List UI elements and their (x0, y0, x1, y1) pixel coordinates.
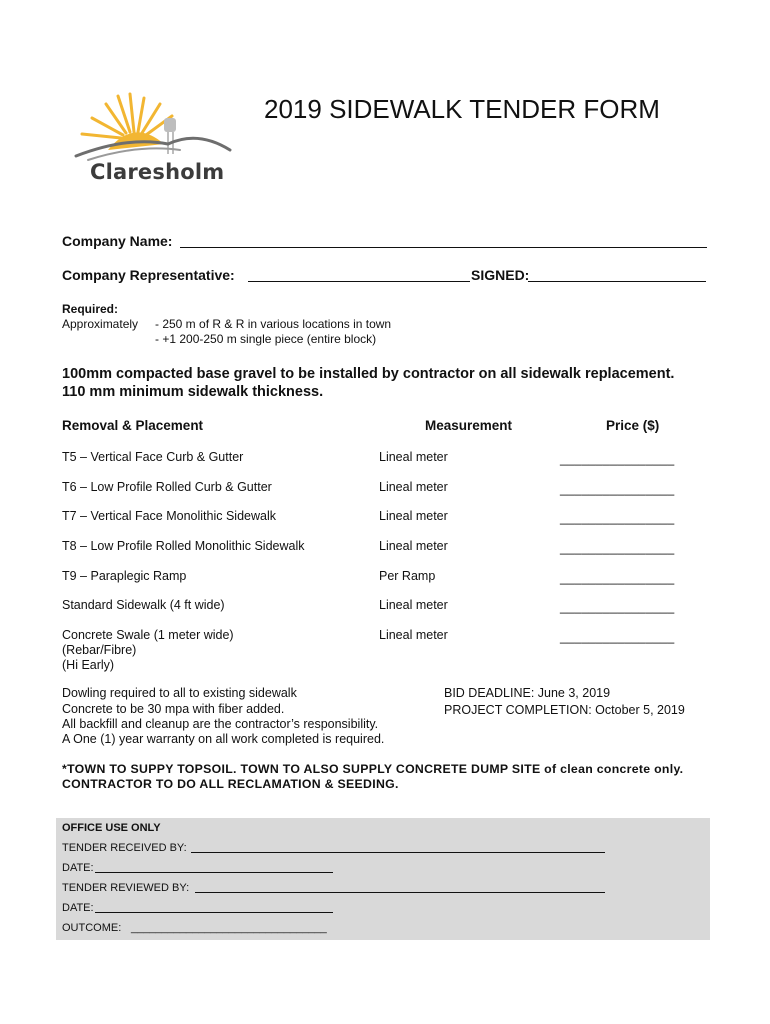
price-field[interactable]: ________________ (560, 630, 675, 644)
column-header-item: Removal & Placement (62, 418, 204, 433)
date-label: DATE: (62, 902, 94, 914)
column-header-price: Price ($) (606, 418, 660, 433)
office-use-panel (56, 818, 710, 940)
tender-reviewed-field[interactable] (195, 882, 605, 893)
table-row-measurement: Lineal meter (379, 450, 448, 464)
swale-note: (Rebar/Fibre) (62, 643, 137, 657)
tender-reviewed-label: TENDER REVIEWED BY: (62, 882, 190, 894)
table-row-item: T8 – Low Profile Rolled Monolithic Sidewalk (62, 539, 305, 553)
table-row-item: T9 – Paraplegic Ramp (62, 569, 187, 583)
date-field[interactable] (95, 902, 333, 913)
signed-label: SIGNED: (471, 267, 530, 283)
company-name-label: Company Name: (62, 233, 173, 249)
company-representative-field[interactable] (248, 267, 470, 282)
town-notice-line: CONTRACTOR TO DO ALL RECLAMATION & SEEDING. (62, 777, 399, 791)
table-row-item: Concrete Swale (1 meter wide) (62, 628, 234, 642)
table-row-measurement: Lineal meter (379, 539, 448, 553)
price-field[interactable]: ________________ (560, 571, 675, 585)
note-line: A One (1) year warranty on all work completed is required. (62, 732, 385, 746)
signature-field[interactable] (528, 267, 706, 282)
company-name-field[interactable] (180, 233, 707, 248)
company-representative-label: Company Representative: (62, 267, 235, 283)
logo-wordmark: Claresholm (90, 160, 225, 184)
table-row-item: T7 – Vertical Face Monolithic Sidewalk (62, 509, 276, 523)
required-line: - +1 200-250 m single piece (entire block) (155, 332, 377, 346)
price-field[interactable]: ________________ (560, 452, 675, 466)
tender-received-field[interactable] (191, 842, 605, 853)
required-line: - 250 m of R & R in various locations in town (155, 317, 392, 331)
table-row-measurement: Per Ramp (379, 569, 436, 583)
outcome-field[interactable]: ________________________________ (131, 922, 327, 934)
tender-received-label: TENDER RECEIVED BY: (62, 842, 187, 854)
note-line: Concrete to be 30 mpa with fiber added. (62, 702, 285, 716)
gravel-notice: 100mm compacted base gravel to be installed by contractor on all sidewalk replacement. (62, 366, 675, 382)
note-line: All backfill and cleanup are the contractor’s responsibility. (62, 717, 379, 731)
thickness-notice: 110 mm minimum sidewalk thickness. (62, 384, 324, 400)
price-field[interactable]: ________________ (560, 600, 675, 614)
office-use-title: OFFICE USE ONLY (62, 822, 161, 834)
town-notice-line: *TOWN TO SUPPY TOPSOIL. TOWN TO ALSO SUPPLY CONCRETE DUMP SITE of clean concrete only. (62, 762, 684, 776)
table-row-measurement: Lineal meter (379, 628, 448, 642)
project-completion: PROJECT COMPLETION: October 5, 2019 (444, 703, 685, 717)
page-title: 2019 SIDEWALK TENDER FORM (264, 94, 660, 124)
table-row-measurement: Lineal meter (379, 509, 448, 523)
outcome-label: OUTCOME: (62, 922, 122, 934)
swale-note: (Hi Early) (62, 658, 115, 672)
approximately-label: Approximately (62, 317, 139, 331)
price-field[interactable]: ________________ (560, 482, 675, 496)
price-field[interactable]: ________________ (560, 541, 675, 555)
note-line: Dowling required to all to existing sidewalk (62, 686, 297, 700)
table-row-item: T6 – Low Profile Rolled Curb & Gutter (62, 480, 272, 494)
table-row-item: Standard Sidewalk (4 ft wide) (62, 598, 225, 612)
table-row-measurement: Lineal meter (379, 480, 448, 494)
table-row-item: T5 – Vertical Face Curb & Gutter (62, 450, 244, 464)
date-field[interactable] (95, 862, 333, 873)
column-header-measurement: Measurement (425, 418, 513, 433)
required-label: Required: (62, 302, 119, 316)
price-field[interactable]: ________________ (560, 511, 675, 525)
date-label: DATE: (62, 862, 94, 874)
bid-deadline: BID DEADLINE: June 3, 2019 (444, 686, 611, 700)
table-row-measurement: Lineal meter (379, 598, 448, 612)
